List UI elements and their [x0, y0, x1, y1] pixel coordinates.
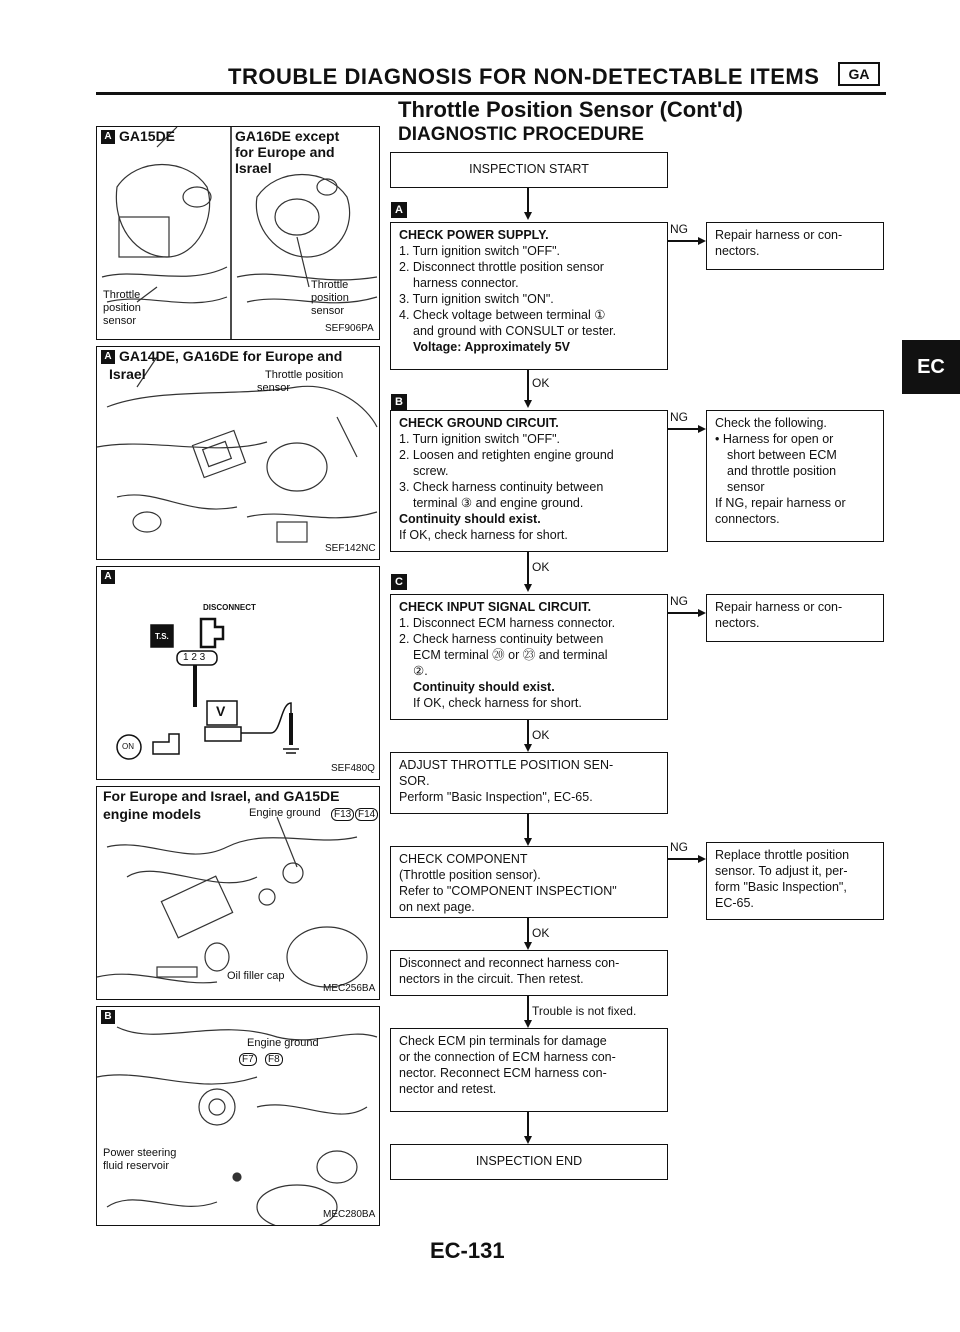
- flow-step-adjust: [390, 752, 668, 814]
- step-letter-a: A: [391, 202, 407, 218]
- figure-code: SEF480Q: [331, 763, 375, 774]
- step-heading: CHECK INPUT SIGNAL CIRCUIT.: [399, 600, 592, 614]
- step-line: on next page.: [399, 900, 475, 914]
- connector-line: [527, 996, 529, 1022]
- page-subtitle: Throttle Position Sensor (Cont'd): [398, 97, 743, 122]
- step-line: ECM terminal ⑳ or ㉓ and terminal: [413, 648, 608, 662]
- step-line: and ground with CONSULT or tester.: [413, 324, 617, 338]
- callout-throttle-left-3: sensor: [103, 315, 137, 327]
- ok-label: OK: [532, 728, 550, 742]
- ng-label: NG: [670, 410, 688, 424]
- figure-letter-b: B: [101, 1010, 115, 1024]
- arrow-down-icon: [524, 942, 532, 950]
- flow-step-ecm-pins: [390, 1028, 668, 1112]
- figure-code: MEC256BA: [323, 983, 376, 994]
- callout-oil-filler-cap: Oil filler cap: [227, 970, 285, 982]
- arrow-right-icon: [698, 425, 706, 433]
- page-title: TROUBLE DIAGNOSIS FOR NON-DETECTABLE ITEMS: [228, 64, 820, 89]
- figure-letter-a: A: [101, 570, 115, 584]
- step-line: 1. Disconnect ECM harness connector.: [399, 616, 616, 630]
- arrow-down-icon: [524, 744, 532, 752]
- connector-f14: F14: [355, 808, 378, 821]
- step-line: or the connection of ECM harness con-: [399, 1050, 616, 1064]
- figure-letter-a: A: [101, 350, 115, 364]
- figure-code: SEF142NC: [325, 543, 376, 554]
- connector-line: [668, 612, 700, 614]
- figure-label-europe-1: For Europe and Israel, and GA15DE: [103, 788, 340, 804]
- flow-start-text: INSPECTION START: [469, 162, 589, 176]
- step-spec: Continuity should exist.: [399, 512, 541, 526]
- step-line: 3. Check harness continuity between: [399, 480, 604, 494]
- callout-throttle-left-2: position: [103, 302, 141, 314]
- step-line: ②.: [413, 664, 428, 678]
- ng-label: NG: [670, 222, 688, 236]
- ng-text: Check the following.: [715, 416, 827, 430]
- connector-f8: F8: [265, 1053, 283, 1066]
- arrow-down-icon: [524, 1020, 532, 1028]
- ok-label: OK: [532, 560, 550, 574]
- step-line: ADJUST THROTTLE POSITION SEN-: [399, 758, 614, 772]
- ng-text: nectors.: [715, 244, 760, 258]
- ts-label: T.S.: [155, 632, 169, 641]
- connector-line: [527, 370, 529, 402]
- connector-line: [668, 428, 700, 430]
- flow-step-input-signal: [390, 594, 668, 720]
- ng-text: sensor. To adjust it, per-: [715, 864, 848, 878]
- callout-throttle-right-3: sensor: [311, 305, 345, 317]
- flow-step-component: [390, 846, 668, 918]
- connector-line: [527, 1112, 529, 1138]
- step-line: Refer to "COMPONENT INSPECTION": [399, 884, 617, 898]
- step-line: 2. Check harness continuity between: [399, 632, 604, 646]
- step-line: 2. Loosen and retighten engine ground: [399, 448, 614, 462]
- step-line: Check ECM pin terminals for damage: [399, 1034, 607, 1048]
- figure-code: MEC280BA: [323, 1209, 376, 1220]
- step-line: Disconnect and reconnect harness con-: [399, 956, 620, 970]
- figure-label-ga16de-1: GA16DE except: [235, 128, 340, 144]
- connector-line: [527, 918, 529, 944]
- ignition-on-label: ON: [122, 742, 134, 751]
- flow-step-reconnect: [390, 950, 668, 996]
- arrow-right-icon: [698, 609, 706, 617]
- arrow-down-icon: [524, 584, 532, 592]
- figure-label-ga16de-2: for Europe and: [235, 144, 335, 160]
- step-line: nector and retest.: [399, 1082, 497, 1096]
- step-line: 4. Check voltage between terminal ①: [399, 308, 606, 322]
- connector-line: [527, 720, 529, 746]
- figure-code: SEF906PA: [325, 323, 374, 334]
- connector-f7: F7: [239, 1053, 257, 1066]
- ng-text: Replace throttle position: [715, 848, 850, 862]
- ng-text: • Harness for open or: [715, 432, 834, 446]
- step-letter-c: C: [391, 574, 407, 590]
- step-line: nector. Reconnect ECM harness con-: [399, 1066, 607, 1080]
- figure-panel-ga15de: [96, 126, 380, 340]
- trouble-label: Trouble is not fixed.: [532, 1004, 637, 1018]
- connector-line: [668, 240, 700, 242]
- step-line: 1. Turn ignition switch "OFF".: [399, 432, 561, 446]
- step-line: If OK, check harness for short.: [413, 696, 582, 710]
- step-line: SOR.: [399, 774, 430, 788]
- ng-text: Repair harness or con-: [715, 600, 843, 614]
- figure-label-europe-2: engine models: [103, 806, 202, 822]
- callout-throttle-right-2: position: [311, 292, 349, 304]
- arrow-down-icon: [524, 212, 532, 220]
- arrow-down-icon: [524, 838, 532, 846]
- step-line: 1. Turn ignition switch "OFF".: [399, 244, 561, 258]
- ng-text: Repair harness or con-: [715, 228, 843, 242]
- step-line: harness connector.: [413, 276, 519, 290]
- figure-panel-voltage-check: [96, 566, 380, 780]
- connector-line: [527, 188, 529, 214]
- arrow-down-icon: [524, 400, 532, 408]
- flow-ng-replace-sensor: [706, 842, 884, 920]
- flow-ng-check-following: [706, 410, 884, 542]
- flow-ng-repair-3: [706, 594, 884, 642]
- callout-throttle-1: Throttle position: [265, 369, 344, 381]
- callout-engine-ground: Engine ground: [247, 1037, 319, 1049]
- ng-text: EC-65.: [715, 896, 754, 910]
- callout-engine-ground: Engine ground: [249, 807, 321, 819]
- step-spec: Continuity should exist.: [413, 680, 555, 694]
- step-line: Perform "Basic Inspection", EC-65.: [399, 790, 593, 804]
- figure-label-ga15de: GA15DE: [119, 128, 176, 144]
- arrow-right-icon: [698, 855, 706, 863]
- flow-start: [390, 152, 668, 188]
- step-line: terminal ③ and engine ground.: [413, 496, 584, 510]
- circuit-diagram-icon: [97, 567, 379, 779]
- step-line: 2. Disconnect throttle position sensor: [399, 260, 604, 274]
- callout-fluid-reservoir: fluid reservoir: [103, 1160, 170, 1172]
- ng-text: short between ECM: [727, 448, 837, 462]
- engine-badge: GA: [838, 62, 880, 86]
- ng-text: nectors.: [715, 616, 760, 630]
- connector-line: [527, 552, 529, 586]
- callout-power-steering: Power steering: [103, 1147, 177, 1159]
- figure-panel-engine-ground-a: [96, 786, 380, 1000]
- step-line: CHECK COMPONENT: [399, 852, 528, 866]
- step-line: If OK, check harness for short.: [399, 528, 568, 542]
- step-heading: CHECK GROUND CIRCUIT.: [399, 416, 559, 430]
- step-spec: Voltage: Approximately 5V: [413, 340, 570, 354]
- ng-label: NG: [670, 594, 688, 608]
- callout-throttle-left-1: Throttle: [103, 289, 141, 301]
- flow-step-power-supply: [390, 222, 668, 370]
- disconnect-label: DISCONNECT: [203, 603, 256, 612]
- figure-panel-engine-ground-b: [96, 1006, 380, 1226]
- figure-panel-ga14de: [96, 346, 380, 560]
- flow-end: [390, 1144, 668, 1180]
- ng-text: form "Basic Inspection",: [715, 880, 847, 894]
- arrow-down-icon: [524, 1136, 532, 1144]
- flow-end-text: INSPECTION END: [475, 1154, 583, 1168]
- step-heading: CHECK POWER SUPPLY.: [399, 228, 549, 242]
- ng-text: If NG, repair harness or: [715, 496, 846, 510]
- figure-label-ga16de-3: Israel: [235, 160, 272, 176]
- step-letter-b: B: [391, 394, 407, 410]
- step-line: screw.: [413, 464, 449, 478]
- header-rule: [96, 92, 886, 95]
- flow-ng-repair-1: [706, 222, 884, 270]
- figure-letter-a: A: [101, 130, 115, 144]
- connector-line: [668, 858, 700, 860]
- step-line: nectors in the circuit. Then retest.: [399, 972, 584, 986]
- connector-pins: 1 2 3: [183, 652, 206, 663]
- arrow-right-icon: [698, 237, 706, 245]
- ok-label: OK: [532, 926, 550, 940]
- figure-label-ga14de-1: GA14DE, GA16DE for Europe and: [119, 348, 343, 364]
- callout-throttle-2: sensor: [257, 382, 291, 394]
- step-line: (Throttle position sensor).: [399, 868, 541, 882]
- step-line: 3. Turn ignition switch "ON".: [399, 292, 554, 306]
- ng-text: connectors.: [715, 512, 780, 526]
- voltmeter-label: V: [216, 703, 226, 719]
- page-number: EC-131: [430, 1238, 505, 1263]
- ng-text: and throttle position: [727, 464, 837, 478]
- connector-f13: F13: [331, 808, 354, 821]
- callout-throttle-right-1: Throttle: [311, 279, 349, 291]
- ng-label: NG: [670, 840, 688, 854]
- engine-sketch-icon: [97, 1007, 379, 1225]
- ok-label: OK: [532, 376, 550, 390]
- section-heading: DIAGNOSTIC PROCEDURE: [398, 124, 644, 145]
- ec-section-tab: EC: [902, 340, 960, 394]
- figure-label-ga14de-2: Israel: [109, 366, 146, 382]
- flow-step-ground-circuit: [390, 410, 668, 552]
- ng-text: sensor: [727, 480, 765, 494]
